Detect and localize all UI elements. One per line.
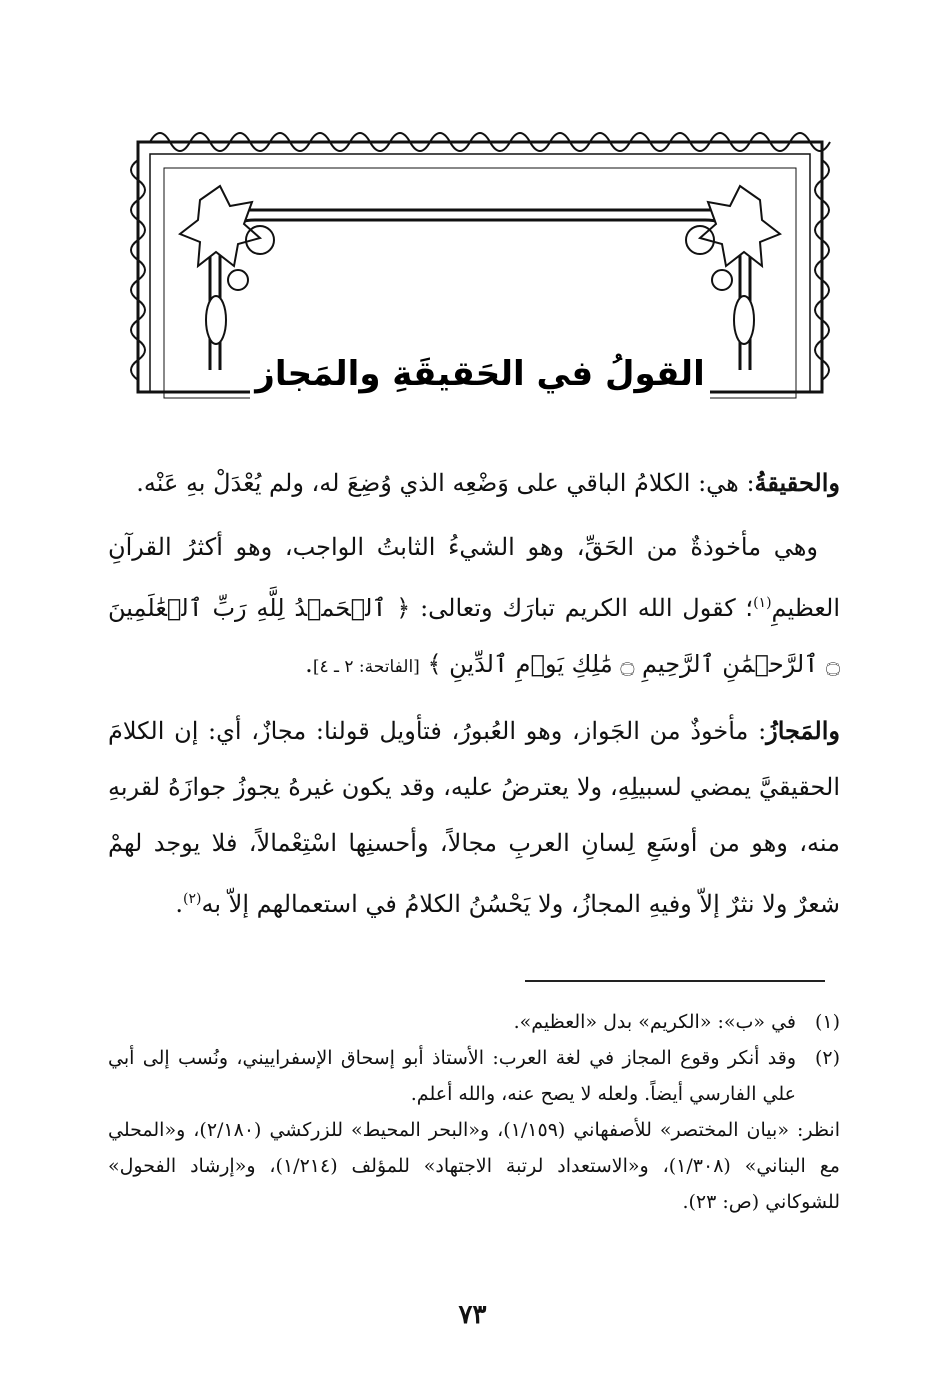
term-haqiqa: والحقيقةُ [754,468,840,497]
paragraph-haqiqa [108,455,840,511]
footnote-item [108,1040,840,1112]
footnote-text: في «ب»: «الكريم» بدل «العظيم». [513,1011,796,1033]
footnote-text: وقد أنكر وقوع المجاز في لغة العرب: الأستاذ أبو إسحاق الإسفراييني، ونُسب إلى أبي علي الفارسي أيضاً. ولعله لا يصح عنه، والله أعلم. [108,1047,796,1105]
verse-reference: [الفاتحة: ٢ ـ ٤] [312,657,420,677]
page-number: ٧٣ [458,1300,487,1330]
paragraph-text: ؛ كقول الله الكريم تبارَك وتعالى: [420,594,754,622]
term-majaz: والمَجازُ [766,716,840,745]
footnotes [108,1004,840,1220]
footnote-number: (١) [814,1011,840,1033]
paragraph-end: . [175,890,184,918]
paragraph-majaz [108,703,840,932]
paragraph-text: وهي مأخوذةٌ من الحَقِّ، وهو الشيءُ الثابتُ الواجب، وهو أكثرُ القرآنِ العظيمِ [108,533,840,622]
footnote-marker: (١) [753,595,772,611]
body-text [108,455,840,940]
footnote-item [108,1004,840,1040]
footnote-divider [525,980,825,982]
footnote-marker: (٢) [183,891,202,907]
paragraph-text: : مأخوذٌ من الجَواز، وهو العُبورُ، فتأويل قولنا: مجازٌ، أي: إن الكلامَ الحقيقيَّ يمضي لسبيلِهِ، ولا يعترضُ عليه، وقد يكون غيرهُ يجوزُ جوازَهُ لقربهِ منه، وهو من أوسَعِ لِسانِ العربِ مجالاً، وأحسنِها اسْتِعْمالاً، فلا يوجد لهمْ شعرٌ ولا نثرٌ إلاّ وفيهِ المجازُ، ولا يَحْسُنُ الكلامُ في استعمالهم إلاّ به [108,717,840,918]
footnote-number: (٢) [814,1047,840,1069]
paragraph-end: . [305,650,313,678]
paragraph-text: : هي: الكلامُ الباقي على وَضْعِه الذي وُضِعَ له، ولم يُعْدَلْ بهِ عَنْه. [136,469,755,497]
paragraph-derivation [108,519,840,695]
chapter-title: القولُ في الحَقيقَةِ والمَجاز [250,338,710,410]
quran-verse: ﴿ ٱلۡحَمۡدُ لِلَّهِ رَبِّ ٱلۡعَٰلَمِينَ ۝ ٱلرَّحۡمَٰنِ ٱلرَّحِيمِ ۝ مَٰلِكِ يَوۡمِ ٱلدِّينِ ﴾ [108,594,840,678]
footnote-continuation: انظر: «بيان المختصر» للأصفهاني (١/١٥٩)، و«البحر المحيط» للزركشي (٢/١٨٠)، و«المحلي مع البناني» (١/٣٠٨)، و«الاستعداد لرتبة الاجتهاد» للمؤلف (١/٢١٤)، و«إرشاد الفحول» للشوكاني (ص: ٢٣). [108,1119,840,1213]
